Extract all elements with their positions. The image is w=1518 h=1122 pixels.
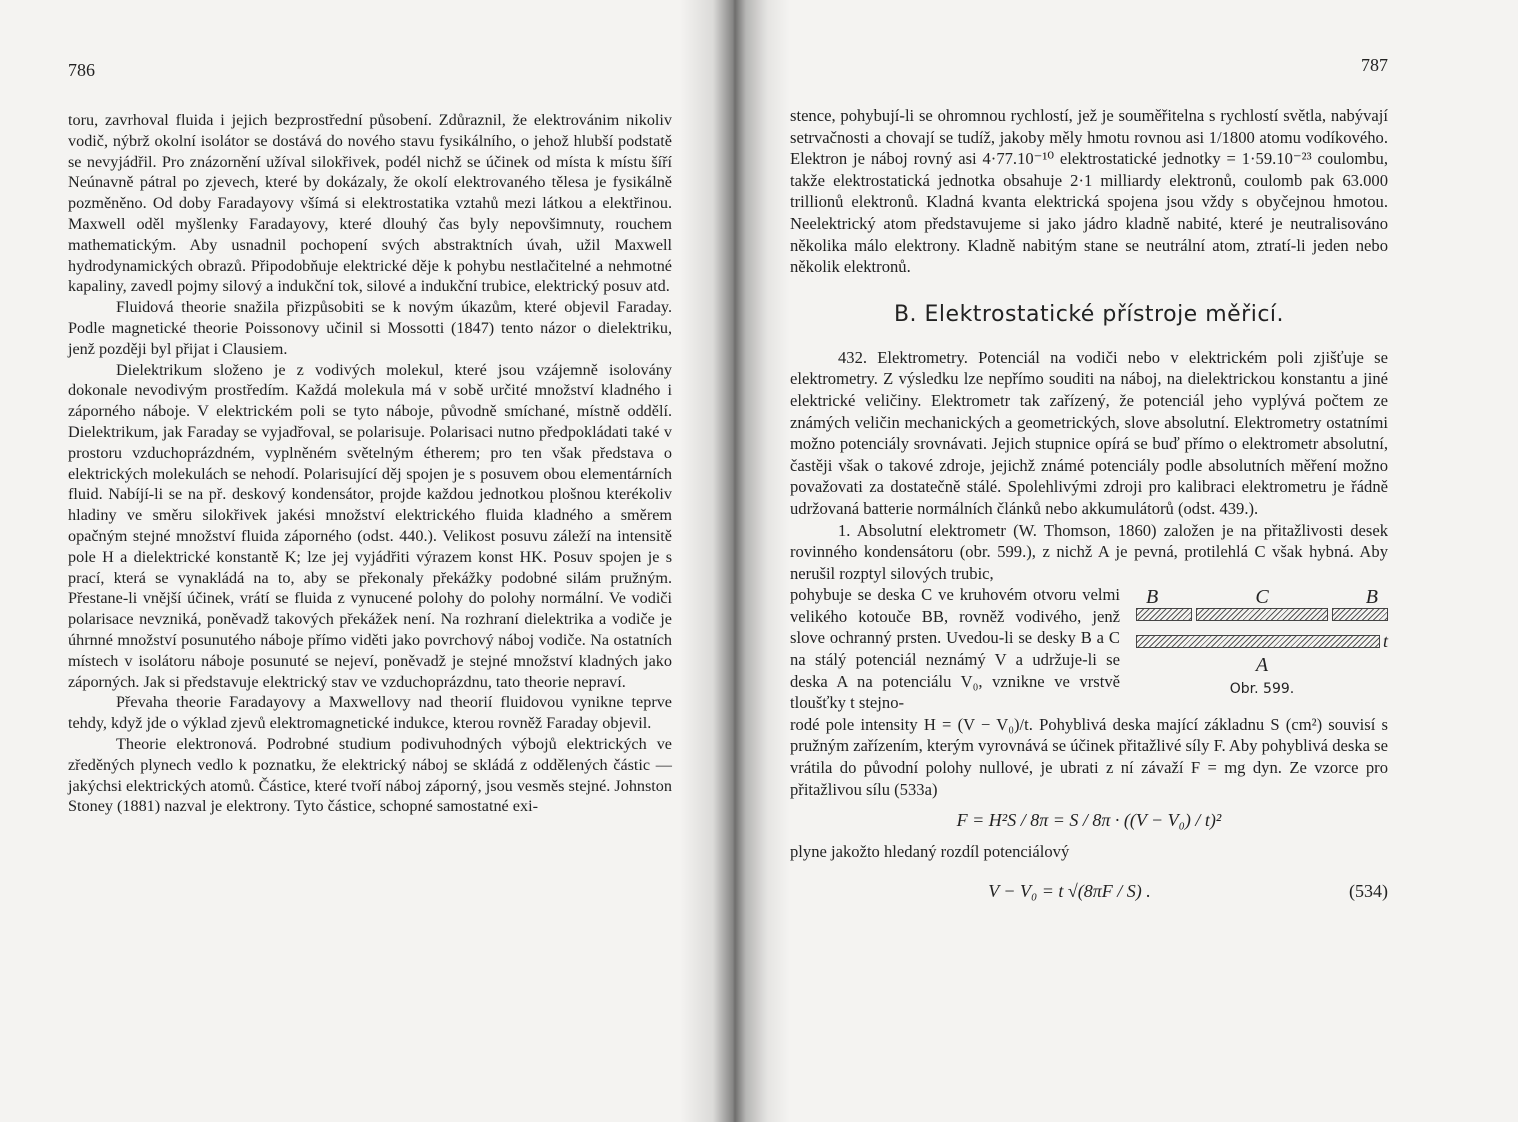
page-number-left: 786 (68, 60, 95, 80)
electrometer-figure (1136, 586, 1388, 697)
paragraph: 432. Elektrometry. Potenciál na vodiči nebo v elektrickém poli zjišťuje se elektrometry. Z výsledku lze nepřímo souditi na náboj, na dielektrickou konstantu a jiné elektrické veličiny. Elektrometr tak zařízený, že potenciál jeho vyplývá počtem ze známých veličin mechanických a geometrických, slove absolutní. Elektrometry ostatními možno potenciály srovnávati. Jejich stupnice opírá se buď přímo o elektrometr absolutní, častěji však o takové zdroje, jejichž známé potenciály podle absolutních měření možno považovati za dostatečně stálé. Spolehlivými zdroji pro kalibraci elektrometru je řádně udržovaná batterie normálních článků nebo akkumulátorů (odst. 439.). (790, 347, 1388, 518)
paragraph: Převaha theorie Faradayovy a Maxwellovy nad theorií fluidovou vynikne teprve tehdy, když jde o výklad zjevů elektromagnetické indukce, kterou rovněž Faraday objevil. (68, 693, 672, 733)
formula-potential: V − V₀ = t √(8πF / S) . (988, 880, 1151, 901)
lower-plate-row (1136, 631, 1388, 652)
label-b-left: B (1146, 586, 1159, 609)
upper-plates (1136, 608, 1388, 621)
paragraph: rodé pole intensity H = (V − V₀)/t. Pohyblivá deska mající základnu S (cm²) souvisí s pružným zařízením, kterým vyrovnává se účinek přitažlivé síly F. Aby pohyblivá deska se vrátila do původní polohy nullové, je ubrati z ní závaží F = mg dyn. Ze vzorce pro přitažlivou sílu (533a) (790, 714, 1388, 799)
paragraph: stence, pohybují-li se ohromnou rychlostí, jež je souměřitelna s rychlostí světla, nabývají setrvačnosti a chovají se tudíž, jakoby měly hmotu rovnou asi 1/1800 atomu vodíkového. Elektron je náboj rovný asi 4·77.10⁻¹⁰ elektrostatické jednotky = 1·59.10⁻²³ coulombu, takže elektrostatická jednotka obsahuje 2·1 milliardy elektronů, coulomb pak 63.000 trillionů elektronů. Kladná kvanta elektrická spojena jsou vždy s obyčejnou hmotou. Neelektrický atom představujeme si jako jádro kladně nabité, které je neutralisováno několika málo elektrony. Kladně nabitým stane se neutrální atom, ztratí-li jeden nebo několik elektronů. (790, 106, 1388, 277)
figure-caption: Obr. 599. (1229, 681, 1295, 698)
movable-plate-c (1196, 608, 1328, 621)
page-number-right: 787 (1361, 55, 1388, 75)
guard-ring-left-plate (1136, 608, 1192, 621)
label-b-right: B (1365, 586, 1378, 609)
figure-side-text: pohybuje se deska C ve kruhovém otvoru velmi velikého kotouče BB, rovněž vodivého, jenž slove ochranný prsten. Uvedou-li se desky B a C na stálý potenciál neznámý V a udržuje-li se deska A na potenciálu V₀, vznikne ve vrstvě tloušťky t stejno- (790, 585, 1120, 713)
paragraph: toru, zavrhoval fluida i jejich bezprostřední působení. Zdůraznil, že elektrovánim nikoliv vodič, nýbrž okolní isolátor se dostává do nového stavu fysikálního, o jehož hlubší podstatě se nevyjádřil. Pro znázornění užíval silokřivek, podél nichž se účinek od místa k místu šíří Neúnavně pátral po zjevech, které by dokázaly, že okolí elektrovaného tělesa je fysikálně pozměněno. Od doby Faradayovy všímá si elektrostatika vztahů mezi látkou a elektřinou. Maxwell oděl myšlenky Faradayovy, které dlouhý čas byly nepovšimnuty, rouchem mathematickým. Aby usnadnil pochopení svých abstraktních úvah, užil Maxwell hydrodynamických obrazů. Připodobňuje elektrické děje k pohybu nestlačitelné a nehmotné kapaliny, zavedl pojmy silový a indukční tok, silové a indukční trubice, elektrický posuv atd. (68, 111, 672, 296)
paragraph: Theorie elektronová. Podrobné studium podivuhodných výbojů elektrických ve zředěných plynech vedlo k poznatku, že elektrický náboj se skládá z oddělených částic — jakýchsi elektrických atomů. Částice, které tvoří náboj záporný, jsou vesměs stejné. Johnston Stoney (1881) nazval je elektrony. Tyto částice, schopné samostatné exi- (68, 734, 672, 816)
paragraph: 1. Absolutní elektrometr (W. Thomson, 1860) založen je na přitažlivosti desek rovinného kondensátoru (obr. 599.), z nichž A je pevná, protilehlá C však hybná. Aby nerušil rozptyl silových trubic, (790, 520, 1388, 583)
figure-top-labels (1136, 586, 1388, 609)
figure-row (790, 584, 1388, 714)
fixed-plate-a (1136, 635, 1380, 648)
section-heading: B. Elektrostatické přístroje měřicí. (893, 301, 1285, 327)
paragraph: Dielektrikum složeno je z vodivých molekul, které jsou vzájemně isolovány dokonale nevodivým prostředím. Každá molekula má v sobě určité množství kladného i záporného náboje. V elektrickém poli se tyto náboje, původně smíchané, místně oddělí. Dielektrikum, jak Faraday se vyjadřoval, se polarisuje. Polarisaci nutno předpokládati také v prostoru vzduchoprázdném, vyplněném světelným étherem; pro ten však představa o elektrických molekulách se nehodí. Polarisující děj spojen je s posuvem obou elementárních fluid. Nabíjí-li se na př. deskový kondensátor, projde každou jednotkou plošnou kterékoliv hladiny ve směru silokřivek jakési množství elektrického fluida kladného a směrem opačným stejné množství fluida záporného (odst. 440.). Velikost posuvu záleží na intensitě pole H a dielektrické konstantě K; lze jej vyjádřiti výrazem konst HK. Posuv spojen je s prací, která se vynakládá na to, aby se překonaly překážky podobné silám pružným. Přestane-li vnější účinek, vrátí se fluida z vynucené polohy do polohy normální. Ve vodiči polarisace nevzniká, poněvadž takových překážek není. Na rozhraní dielektrika a vodiče je úhrnné množství posunutého náboje přímo viděti jako povrchový náboj vodiče. Na ostatních místech v isolátoru náboje posunuté se nejeví, poněvadž je stejné množství kladných jako záporných. Jak si představuje elektrický stav ve vzduchoprázdnu, tato theorie nepraví. (68, 360, 672, 691)
left-page (0, 0, 710, 1122)
formula-force: F = H²S / 8π = S / 8π · ((V − V₀) / t)² (956, 810, 1222, 831)
equation-number: (534) (1349, 880, 1388, 901)
paragraph: Fluidová theorie snažila přizpůsobiti se k novým úkazům, které objevil Faraday. Podle magnetické theorie Poissonovy učinil si Mossotti (1847) tento názor o dielektriku, jenž později byl přijat i Clausiem. (68, 298, 672, 358)
guard-ring-right-plate (1332, 608, 1388, 621)
equation-row (790, 881, 1388, 902)
label-c: C (1255, 586, 1269, 609)
paragraph: plyne jakožto hledaný rozdíl potenciálový (790, 842, 1070, 862)
label-t: t (1382, 631, 1388, 652)
label-a: A (1255, 654, 1269, 677)
right-page (710, 0, 1518, 1122)
